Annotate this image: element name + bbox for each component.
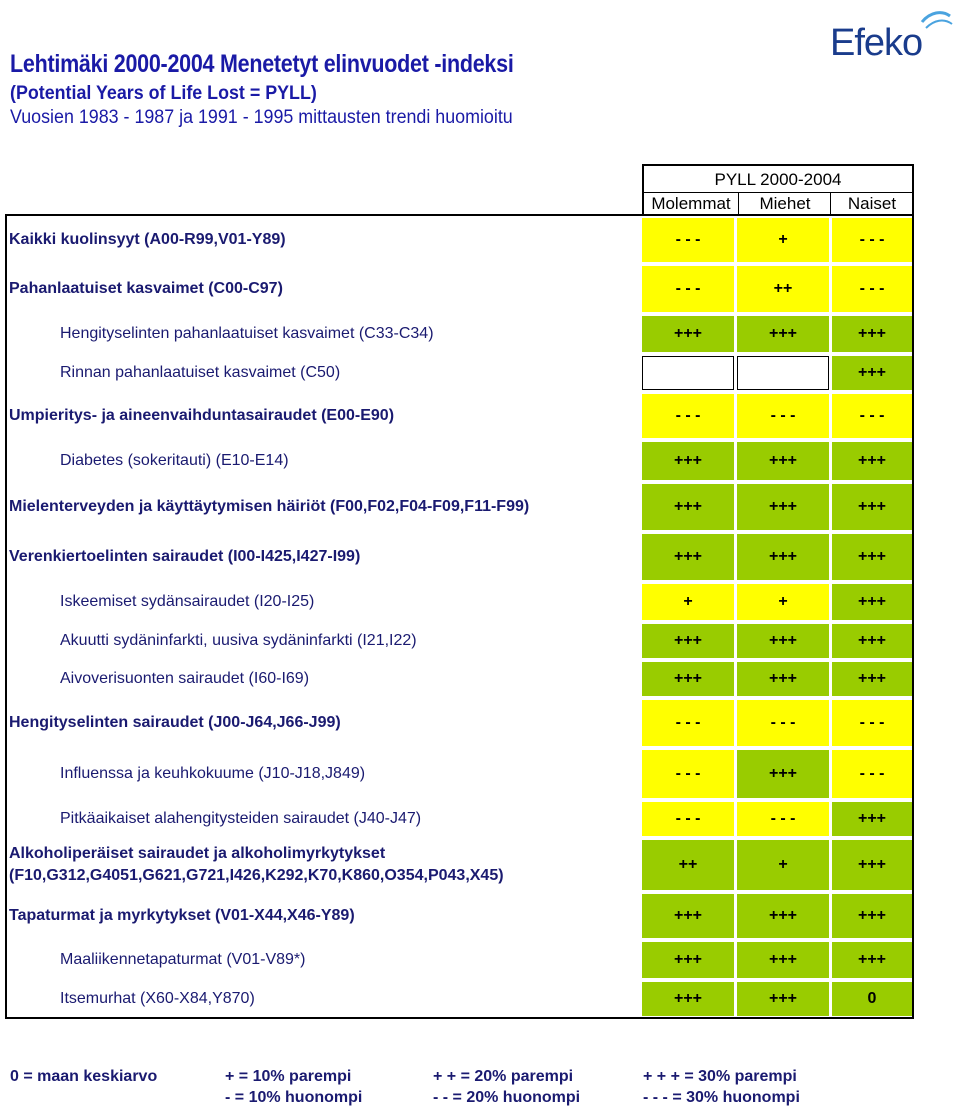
table-row: [7, 354, 912, 392]
cell-naiset: +++: [832, 534, 912, 580]
row-label: [9, 216, 286, 264]
row-label: [60, 582, 314, 622]
page-subtitle: (Potential Years of Life Lost = PYLL): [10, 83, 317, 104]
row-label: [60, 748, 365, 800]
row-label: [9, 482, 529, 532]
cell-naiset: - - -: [832, 750, 912, 798]
row-label-text: Alkoholiperäiset sairaudet ja alkoholimyrkytykset: [9, 845, 386, 862]
cell-miehet: ++: [737, 266, 829, 312]
row-label: [60, 314, 434, 354]
cell-molemmat: - - -: [642, 266, 734, 312]
cell-miehet: - - -: [737, 394, 829, 438]
legend-20: [433, 1066, 580, 1108]
table-row: [7, 660, 912, 698]
row-label: [60, 800, 421, 838]
page-title: Lehtimäki 2000-2004 Menetetyt elinvuodet -indeksi: [10, 50, 514, 78]
cell-miehet: +++: [737, 982, 829, 1016]
row-label: [9, 392, 394, 440]
row-label: [9, 892, 355, 940]
cell-naiset: +++: [832, 584, 912, 620]
cell-naiset: +++: [832, 484, 912, 530]
table-row: [7, 482, 912, 532]
row-label-text: Mielenterveyden ja käyttäytymisen häiriöt (F00,F02,F04-F09,F11-F99): [9, 498, 530, 515]
cell-molemmat: +++: [642, 894, 734, 938]
cell-miehet: +++: [737, 442, 829, 480]
cell-naiset: - - -: [832, 218, 912, 262]
cell-molemmat: [642, 356, 734, 390]
cell-miehet: +++: [737, 750, 829, 798]
table-row: [7, 264, 912, 314]
legend-plus1-text: + = 10% parempi: [225, 1068, 352, 1085]
column-header-naiset: Naiset: [830, 193, 913, 215]
row-label: [60, 354, 340, 392]
table-row: [7, 440, 912, 482]
row-label: [9, 698, 341, 748]
logo-text: Efeko: [830, 22, 923, 64]
row-label-text: Rinnan pahanlaatuiset kasvaimet (C50): [60, 364, 341, 381]
cell-molemmat: +++: [642, 442, 734, 480]
cell-naiset: +++: [832, 894, 912, 938]
cell-molemmat: +++: [642, 942, 734, 978]
table-row: [7, 582, 912, 622]
row-label: [60, 440, 289, 482]
row-label: [60, 940, 305, 980]
pyll-header: [642, 164, 914, 214]
cell-molemmat: +++: [642, 484, 734, 530]
cell-miehet: +++: [737, 662, 829, 696]
row-label: [9, 532, 360, 582]
cell-naiset: - - -: [832, 266, 912, 312]
row-label-text: Umpieritys- ja aineenvaihduntasairaudet (E00-E90): [9, 407, 395, 424]
column-headers: [644, 192, 912, 215]
table-row: [7, 838, 912, 892]
title-block: [10, 50, 596, 129]
cell-miehet: [737, 356, 829, 390]
cell-miehet: +: [737, 218, 829, 262]
efeko-logo: [830, 8, 955, 64]
pyll-header-title: PYLL 2000-2004: [714, 170, 842, 189]
table-row: [7, 698, 912, 748]
cell-molemmat: +: [642, 584, 734, 620]
row-label-text: Pitkäaikaiset alahengitysteiden sairaudet (J40-J47): [60, 810, 422, 827]
cell-naiset: +++: [832, 802, 912, 836]
row-label-text: Akuutti sydäninfarkti, uusiva sydäninfarkti (I21,I22): [60, 632, 417, 649]
row-label: [60, 660, 309, 698]
cell-molemmat: ++: [642, 840, 734, 890]
cell-miehet: +++: [737, 484, 829, 530]
row-label-text: Iskeemiset sydänsairaudet (I20-I25): [60, 593, 315, 610]
page-note: Vuosien 1983 - 1987 ja 1991 - 1995 mittausten trendi huomioitu: [10, 107, 513, 128]
row-label-text: Diabetes (sokeritauti) (E10-E14): [60, 452, 289, 469]
cell-miehet: +++: [737, 624, 829, 658]
legend-10: [225, 1066, 362, 1108]
cell-molemmat: - - -: [642, 750, 734, 798]
row-label-text: Verenkiertoelinten sairaudet (I00-I425,I427-I99): [9, 548, 361, 565]
cell-molemmat: - - -: [642, 802, 734, 836]
row-label: [60, 980, 255, 1018]
table-row: [7, 940, 912, 980]
row-label-text: Tapaturmat ja myrkytykset (V01-X44,X46-Y89): [9, 907, 355, 924]
table-row: [7, 622, 912, 660]
legend-zero-text: 0 = maan keskiarvo: [10, 1068, 158, 1085]
cell-miehet: +: [737, 584, 829, 620]
cell-naiset: - - -: [832, 394, 912, 438]
cell-miehet: +++: [737, 942, 829, 978]
legend-plus2-text: + + = 20% parempi: [433, 1068, 574, 1085]
legend-minus2-text: - - = 20% huonompi: [433, 1089, 581, 1106]
row-label: [9, 838, 504, 892]
cell-miehet: +++: [737, 534, 829, 580]
legend-30: [643, 1066, 800, 1108]
table-row: [7, 980, 912, 1018]
cell-naiset: - - -: [832, 700, 912, 746]
cell-molemmat: +++: [642, 316, 734, 352]
table-row: [7, 748, 912, 800]
cell-naiset: +++: [832, 662, 912, 696]
row-label: [60, 622, 417, 660]
row-label-text: Pahanlaatuiset kasvaimet (C00-C97): [9, 280, 283, 297]
row-label-text: Maaliikennetapaturmat (V01-V89*): [60, 951, 306, 968]
cell-naiset: +++: [832, 624, 912, 658]
cell-naiset: +++: [832, 356, 912, 390]
cell-molemmat: - - -: [642, 700, 734, 746]
cell-miehet: - - -: [737, 700, 829, 746]
table-row: [7, 392, 912, 440]
cell-naiset: +++: [832, 840, 912, 890]
column-header-miehet: Miehet: [738, 193, 831, 215]
legend-minus3-text: - - - = 30% huonompi: [643, 1089, 800, 1106]
cell-molemmat: +++: [642, 624, 734, 658]
cell-molemmat: - - -: [642, 218, 734, 262]
row-label-text: Aivoverisuonten sairaudet (I60-I69): [60, 670, 310, 687]
cell-miehet: +: [737, 840, 829, 890]
cell-molemmat: +++: [642, 662, 734, 696]
table-row: [7, 892, 912, 940]
cell-naiset: +++: [832, 316, 912, 352]
cell-miehet: +++: [737, 316, 829, 352]
cell-molemmat: +++: [642, 982, 734, 1016]
table-row: [7, 216, 912, 264]
cell-naiset: 0: [832, 982, 912, 1016]
cell-molemmat: - - -: [642, 394, 734, 438]
row-label-codes: (F10,G312,G4051,G621,G721,I426,K292,K70,K860,O354,P043,X45): [9, 867, 504, 884]
row-label-text: Kaikki kuolinsyyt (A00-R99,V01-Y89): [9, 231, 286, 248]
cell-naiset: +++: [832, 942, 912, 978]
table-row: [7, 532, 912, 582]
row-label-text: Itsemurhat (X60-X84,Y870): [60, 990, 255, 1007]
row-label-text: Influenssa ja keuhkokuume (J10-J18,J849): [60, 765, 366, 782]
legend-minus1-text: - = 10% huonompi: [225, 1089, 363, 1106]
cell-miehet: +++: [737, 894, 829, 938]
legend-zero: [10, 1066, 157, 1087]
row-label: [9, 264, 283, 314]
row-label-text: Hengityselinten pahanlaatuiset kasvaimet (C33-C34): [60, 325, 434, 342]
table-row: [7, 800, 912, 838]
table-row: [7, 314, 912, 354]
column-header-molemmat: Molemmat: [651, 194, 731, 213]
legend-plus3-text: + + + = 30% parempi: [643, 1068, 797, 1085]
cell-miehet: - - -: [737, 802, 829, 836]
cell-molemmat: +++: [642, 534, 734, 580]
cell-naiset: +++: [832, 442, 912, 480]
row-label-text: Hengityselinten sairaudet (J00-J64,J66-J99): [9, 714, 341, 731]
